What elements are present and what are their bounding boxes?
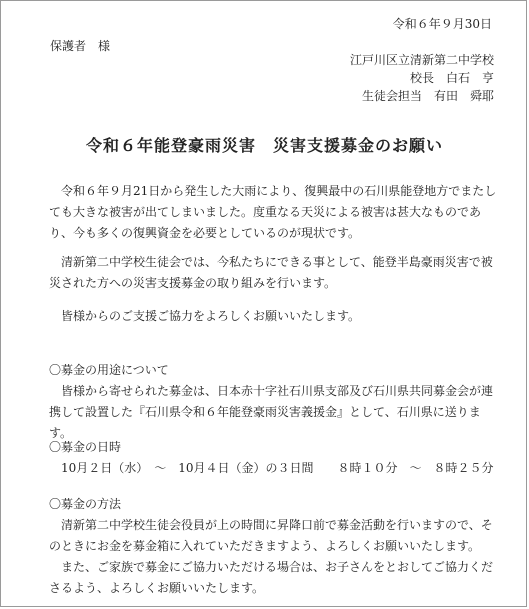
document-title: 令和６年能登豪雨災害 災害支援募金のお願い xyxy=(85,136,443,155)
principal-name: 校長 白石 亨 xyxy=(409,71,494,85)
section-heading: 〇募金の日時 xyxy=(49,440,122,454)
section-purpose xyxy=(49,360,497,444)
section-text: 10月２日（水） ～ 10月４日（金）の３日間 ８時１０分 ～ ８時２５分 xyxy=(61,461,494,475)
section-text: 清新第二中学校生徒会役員が上の時間に昇降口前で募金活動を行いますので、そのときにお金を募金箱に入れていただきますよう、よろしくお願いいたします。 xyxy=(49,518,493,553)
recipient-line: 保護者 様 xyxy=(50,39,111,53)
school-name: 江戸川区立清新第二中学校 xyxy=(349,53,494,67)
section-text: 皆様から寄せられた募金は、日本赤十字社石川県支部及び石川県共同募金会が連携して設置した『石川県令和６年能登豪雨災害義援金』として、石川県に送ります。 xyxy=(49,384,494,440)
paragraph-text: 皆様からのご支援ご協力をよろしくお願いいたします。 xyxy=(61,309,361,323)
section-text: また、ご家族で募金にご協力いただける場合は、お子さんをとおしてご協力くださるよう、よろしくお願いいたします。 xyxy=(49,560,494,595)
paragraph-text: 清新第二中学校生徒会では、今私たちにできる事として、能登半島豪雨災害で被災された方への災害支援募金の取り組みを行います。 xyxy=(49,255,493,290)
section-heading: 〇募金の方法 xyxy=(49,497,122,511)
section-method xyxy=(49,494,497,599)
intro-paragraph-2 xyxy=(49,252,497,294)
student-council-name: 生徒会担当 有田 舜耶 xyxy=(361,89,494,103)
intro-paragraph-3 xyxy=(49,306,497,327)
section-schedule xyxy=(49,437,497,479)
document-date: 令和６年９月30日 xyxy=(392,17,492,31)
section-heading: 〇募金の用途について xyxy=(49,363,169,377)
intro-paragraph-1 xyxy=(49,181,497,244)
paragraph-text: 令和６年９月21日から発生した大雨により、復興最中の石川県能登地方でまたしても大きな被害が出てしまいました。度重なる天災による被害は甚大なものであり、今も多くの復興資金を必要としているのが現状です。 xyxy=(49,184,497,240)
